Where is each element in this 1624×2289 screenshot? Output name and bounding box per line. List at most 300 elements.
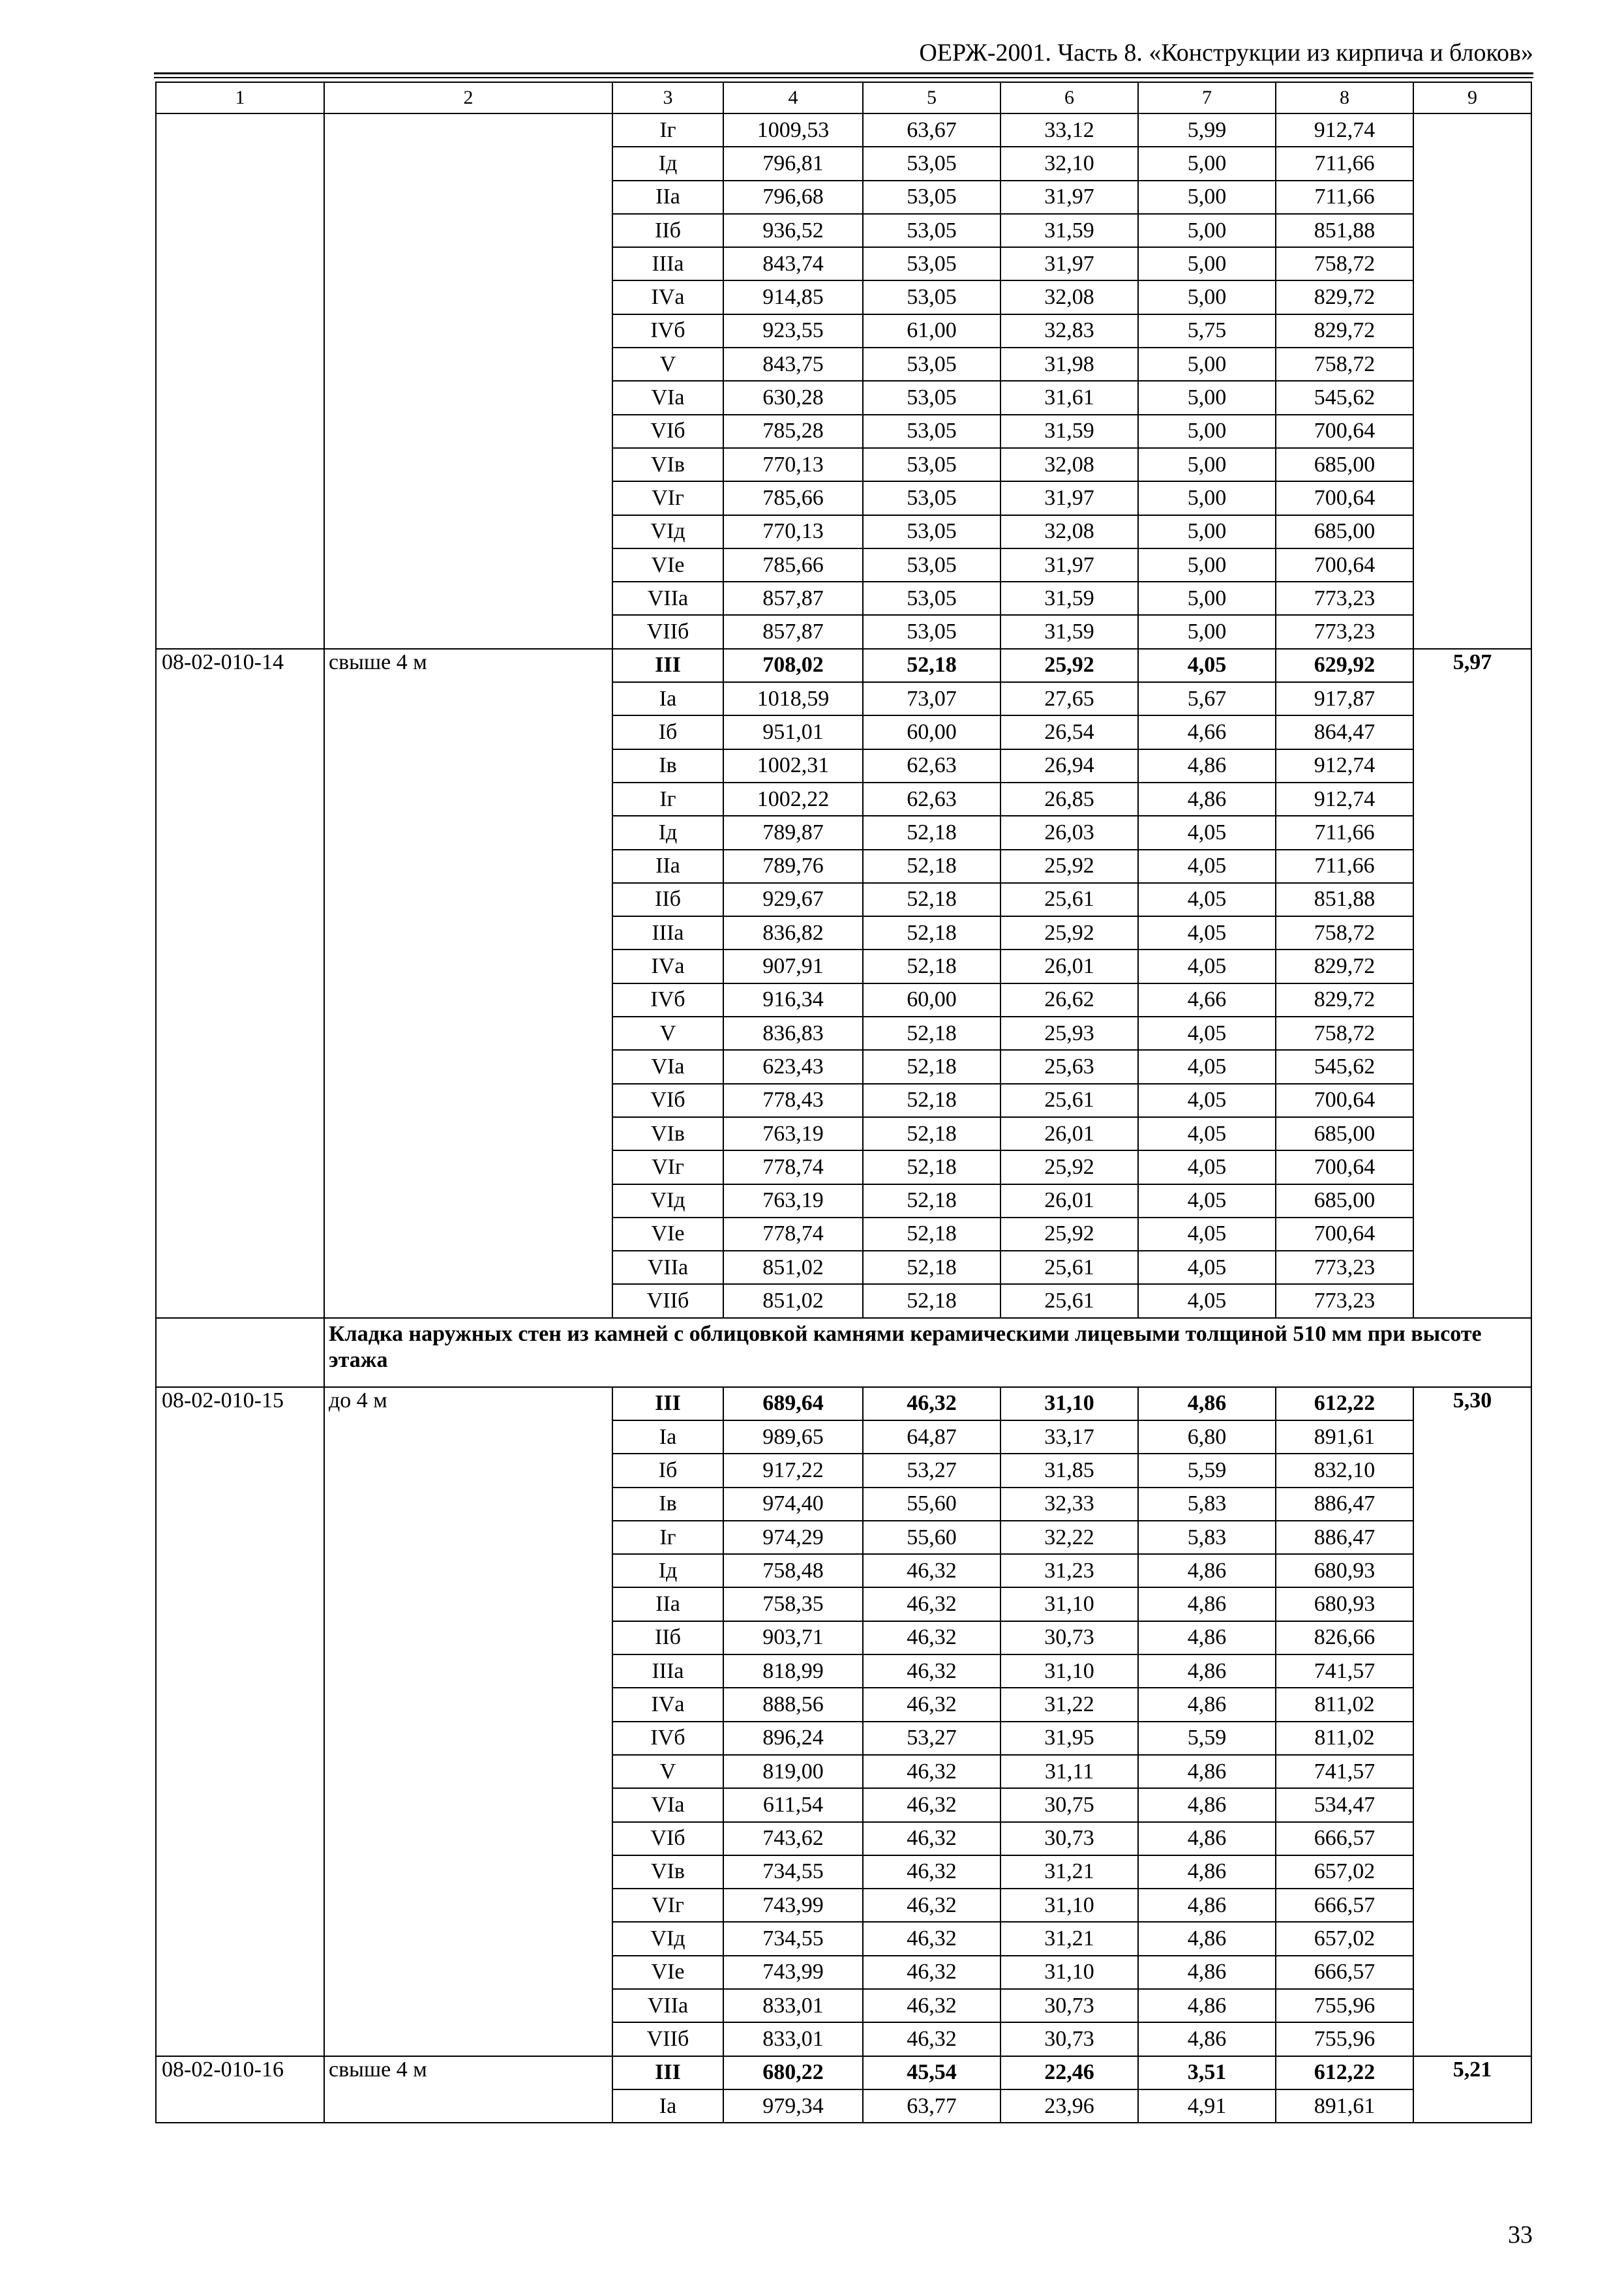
value-cell: 46,32 <box>863 1554 1000 1587</box>
rate-code <box>156 2089 324 2123</box>
rate-name <box>324 1454 612 1487</box>
value-cell: 796,81 <box>723 147 863 180</box>
value-cell: 32,83 <box>1000 314 1138 348</box>
zone-label: Iа <box>612 1420 723 1454</box>
rate-code <box>156 1150 324 1184</box>
value-cell: 5,00 <box>1138 415 1276 448</box>
coefficient <box>1413 515 1531 548</box>
table-row <box>156 147 1531 180</box>
value-cell: 700,64 <box>1276 1218 1413 1251</box>
rate-code: 08-02-010-15 <box>156 1387 324 1420</box>
value-cell: 929,67 <box>723 883 863 916</box>
value-cell: 763,19 <box>723 1184 863 1218</box>
value-cell: 52,18 <box>863 950 1000 983</box>
value-cell: 33,12 <box>1000 113 1138 147</box>
rate-name <box>324 1755 612 1788</box>
value-cell: 903,71 <box>723 1621 863 1654</box>
coefficient <box>1413 1688 1531 1721</box>
value-cell: 743,99 <box>723 1956 863 1989</box>
value-cell: 833,01 <box>723 2022 863 2056</box>
coefficient <box>1413 582 1531 615</box>
zone-label: VIв <box>612 448 723 481</box>
value-cell: 46,32 <box>863 1788 1000 1821</box>
table-row <box>156 715 1531 749</box>
value-cell: 4,86 <box>1138 1387 1276 1420</box>
value-cell: 758,72 <box>1276 916 1413 950</box>
zone-label: Iг <box>612 1521 723 1554</box>
rate-code <box>156 1420 324 1454</box>
table-row <box>156 582 1531 615</box>
rate-name <box>324 1488 612 1521</box>
table-row <box>156 1454 1531 1487</box>
zone-label: VIб <box>612 415 723 448</box>
value-cell: 31,10 <box>1000 1587 1138 1621</box>
header-rule-thin <box>154 77 1533 78</box>
rate-code <box>156 415 324 448</box>
value-cell: 657,02 <box>1276 1922 1413 1955</box>
value-cell: 32,33 <box>1000 1488 1138 1521</box>
value-cell: 888,56 <box>723 1688 863 1721</box>
zone-label: VIг <box>612 1889 723 1922</box>
value-cell: 4,05 <box>1138 1284 1276 1317</box>
value-cell: 53,27 <box>863 1722 1000 1755</box>
value-cell: 741,57 <box>1276 1654 1413 1688</box>
coefficient <box>1413 214 1531 247</box>
rate-code <box>156 682 324 715</box>
value-cell: 62,63 <box>863 749 1000 783</box>
zone-label: IIб <box>612 883 723 916</box>
value-cell: 52,18 <box>863 1251 1000 1284</box>
value-cell: 4,86 <box>1138 1554 1276 1587</box>
value-cell: 31,59 <box>1000 214 1138 247</box>
coefficient <box>1413 2022 1531 2056</box>
value-cell: 886,47 <box>1276 1488 1413 1521</box>
table-row <box>156 1050 1531 1083</box>
coefficient <box>1413 314 1531 348</box>
value-cell: 46,32 <box>863 1822 1000 1855</box>
coefficient <box>1413 181 1531 214</box>
rate-code <box>156 1722 324 1755</box>
value-cell: 829,72 <box>1276 280 1413 314</box>
value-cell: 4,05 <box>1138 1017 1276 1050</box>
value-cell: 4,86 <box>1138 1822 1276 1855</box>
table-row <box>156 1150 1531 1184</box>
column-number: 8 <box>1276 82 1413 113</box>
value-cell: 5,67 <box>1138 682 1276 715</box>
column-number: 4 <box>723 82 863 113</box>
zone-label: V <box>612 348 723 381</box>
value-cell: 741,57 <box>1276 1755 1413 1788</box>
table-row <box>156 113 1531 147</box>
table-row <box>156 850 1531 883</box>
rate-name <box>324 916 612 950</box>
coefficient <box>1413 1284 1531 1317</box>
value-cell: 31,59 <box>1000 415 1138 448</box>
value-cell: 3,51 <box>1138 2056 1276 2089</box>
rate-code <box>156 1889 324 1922</box>
rate-name <box>324 1889 612 1922</box>
rate-code <box>156 883 324 916</box>
value-cell: 916,34 <box>723 983 863 1017</box>
zone-label: Iд <box>612 816 723 849</box>
value-cell: 63,67 <box>863 113 1000 147</box>
rate-code <box>156 1855 324 1889</box>
coefficient <box>1413 1922 1531 1955</box>
value-cell: 31,97 <box>1000 181 1138 214</box>
rate-name <box>324 1084 612 1117</box>
value-cell: 4,05 <box>1138 816 1276 849</box>
value-cell: 796,68 <box>723 181 863 214</box>
rate-code <box>156 2022 324 2056</box>
value-cell: 758,35 <box>723 1587 863 1621</box>
value-cell: 666,57 <box>1276 1956 1413 1989</box>
table-row <box>156 1554 1531 1587</box>
value-cell: 25,92 <box>1000 1218 1138 1251</box>
value-cell: 5,00 <box>1138 247 1276 280</box>
coefficient <box>1413 415 1531 448</box>
zone-label: V <box>612 1017 723 1050</box>
rate-code <box>156 1822 324 1855</box>
zone-label: IVа <box>612 1688 723 1721</box>
coefficient <box>1413 448 1531 481</box>
value-cell: 836,83 <box>723 1017 863 1050</box>
coefficient <box>1413 816 1531 849</box>
coefficient <box>1413 1956 1531 1989</box>
zone-label: VIг <box>612 1150 723 1184</box>
value-cell: 5,00 <box>1138 448 1276 481</box>
value-cell: 912,74 <box>1276 783 1413 816</box>
zone-label: Iд <box>612 1554 723 1587</box>
value-cell: 27,65 <box>1000 682 1138 715</box>
value-cell: 26,03 <box>1000 816 1138 849</box>
value-cell: 46,32 <box>863 1855 1000 1889</box>
rate-code <box>156 1017 324 1050</box>
coefficient <box>1413 1218 1531 1251</box>
value-cell: 545,62 <box>1276 381 1413 414</box>
table-row <box>156 1855 1531 1889</box>
rate-code <box>156 1184 324 1218</box>
rate-name <box>324 1251 612 1284</box>
coefficient <box>1413 883 1531 916</box>
value-cell: 4,05 <box>1138 649 1276 682</box>
value-cell: 4,05 <box>1138 1218 1276 1251</box>
coefficient <box>1413 615 1531 648</box>
value-cell: 4,05 <box>1138 1084 1276 1117</box>
value-cell: 52,18 <box>863 649 1000 682</box>
rate-code <box>156 348 324 381</box>
value-cell: 545,62 <box>1276 1050 1413 1083</box>
value-cell: 25,61 <box>1000 883 1138 916</box>
rate-name <box>324 1989 612 2022</box>
value-cell: 785,66 <box>723 481 863 515</box>
rate-name <box>324 2089 612 2123</box>
value-cell: 52,18 <box>863 1284 1000 1317</box>
value-cell: 53,05 <box>863 481 1000 515</box>
zone-label: IIа <box>612 850 723 883</box>
value-cell: 33,17 <box>1000 1420 1138 1454</box>
value-cell: 5,00 <box>1138 615 1276 648</box>
value-cell: 31,11 <box>1000 1755 1138 1788</box>
zone-label: VIа <box>612 1050 723 1083</box>
value-cell: 4,91 <box>1138 2089 1276 2123</box>
value-cell: 680,93 <box>1276 1554 1413 1587</box>
value-cell: 612,22 <box>1276 1387 1413 1420</box>
coefficient <box>1413 1654 1531 1688</box>
coefficient <box>1413 1755 1531 1788</box>
rate-name <box>324 615 612 648</box>
value-cell: 60,00 <box>863 715 1000 749</box>
coefficient <box>1413 1084 1531 1117</box>
table-row <box>156 1889 1531 1922</box>
value-cell: 857,87 <box>723 582 863 615</box>
value-cell: 851,88 <box>1276 883 1413 916</box>
column-number: 7 <box>1138 82 1276 113</box>
value-cell: 25,63 <box>1000 1050 1138 1083</box>
value-cell: 936,52 <box>723 214 863 247</box>
value-cell: 923,55 <box>723 314 863 348</box>
rate-name <box>324 1621 612 1654</box>
value-cell: 734,55 <box>723 1855 863 1889</box>
coefficient <box>1413 381 1531 414</box>
column-number: 3 <box>612 82 723 113</box>
value-cell: 680,22 <box>723 2056 863 2089</box>
value-cell: 31,97 <box>1000 548 1138 582</box>
coefficient <box>1413 1488 1531 1521</box>
coefficient <box>1413 113 1531 147</box>
value-cell: 53,05 <box>863 381 1000 414</box>
rate-code <box>156 515 324 548</box>
table-row <box>156 1251 1531 1284</box>
rate-name <box>324 1855 612 1889</box>
rate-code <box>156 1755 324 1788</box>
column-number: 2 <box>324 82 612 113</box>
value-cell: 53,05 <box>863 247 1000 280</box>
value-cell: 5,00 <box>1138 548 1276 582</box>
coefficient <box>1413 1521 1531 1554</box>
coefficient <box>1413 850 1531 883</box>
table-row <box>156 348 1531 381</box>
value-cell: 52,18 <box>863 1218 1000 1251</box>
zone-label: VIв <box>612 1117 723 1150</box>
value-cell: 31,10 <box>1000 1387 1138 1420</box>
value-cell: 5,00 <box>1138 280 1276 314</box>
table-row <box>156 1218 1531 1251</box>
table-row <box>156 1989 1531 2022</box>
value-cell: 743,99 <box>723 1889 863 1922</box>
rate-name <box>324 682 612 715</box>
value-cell: 52,18 <box>863 1017 1000 1050</box>
value-cell: 26,94 <box>1000 749 1138 783</box>
zone-label: V <box>612 1755 723 1788</box>
coefficient <box>1413 950 1531 983</box>
zone-label: IVб <box>612 983 723 1017</box>
value-cell: 52,18 <box>863 1050 1000 1083</box>
value-cell: 629,92 <box>1276 649 1413 682</box>
value-cell: 708,02 <box>723 649 863 682</box>
zone-label: VIIа <box>612 582 723 615</box>
value-cell: 974,29 <box>723 1521 863 1554</box>
value-cell: 46,32 <box>863 1654 1000 1688</box>
rate-name <box>324 1050 612 1083</box>
value-cell: 31,98 <box>1000 348 1138 381</box>
value-cell: 52,18 <box>863 883 1000 916</box>
value-cell: 4,86 <box>1138 2022 1276 2056</box>
value-cell: 31,95 <box>1000 1722 1138 1755</box>
table-row <box>156 214 1531 247</box>
table-row <box>156 2089 1531 2123</box>
value-cell: 974,40 <box>723 1488 863 1521</box>
value-cell: 31,85 <box>1000 1454 1138 1487</box>
table-row <box>156 481 1531 515</box>
rate-code <box>156 1488 324 1521</box>
value-cell: 26,54 <box>1000 715 1138 749</box>
value-cell: 832,10 <box>1276 1454 1413 1487</box>
rate-code <box>156 582 324 615</box>
rate-name <box>324 1554 612 1587</box>
value-cell: 534,47 <box>1276 1788 1413 1821</box>
rate-code <box>156 1554 324 1587</box>
value-cell: 25,92 <box>1000 850 1138 883</box>
value-cell: 46,32 <box>863 1922 1000 1955</box>
value-cell: 5,00 <box>1138 348 1276 381</box>
table-row <box>156 1755 1531 1788</box>
coefficient <box>1413 1822 1531 1855</box>
value-cell: 5,00 <box>1138 147 1276 180</box>
value-cell: 4,86 <box>1138 1956 1276 1989</box>
section-spacer <box>156 1318 324 1387</box>
rate-code <box>156 147 324 180</box>
rate-name <box>324 1184 612 1218</box>
coefficient: 5,30 <box>1413 1387 1531 1420</box>
zone-label: VIе <box>612 1956 723 1989</box>
zone-label: Iг <box>612 113 723 147</box>
table-row <box>156 649 1531 682</box>
table-row <box>156 415 1531 448</box>
coefficient <box>1413 548 1531 582</box>
rate-name <box>324 1922 612 1955</box>
table-row <box>156 548 1531 582</box>
value-cell: 5,00 <box>1138 381 1276 414</box>
value-cell: 857,87 <box>723 615 863 648</box>
value-cell: 4,05 <box>1138 1117 1276 1150</box>
value-cell: 711,66 <box>1276 850 1413 883</box>
value-cell: 623,43 <box>723 1050 863 1083</box>
value-cell: 4,86 <box>1138 1889 1276 1922</box>
zone-label: VIв <box>612 1855 723 1889</box>
rate-name <box>324 415 612 448</box>
coefficient <box>1413 348 1531 381</box>
value-cell: 4,86 <box>1138 1621 1276 1654</box>
value-cell: 1009,53 <box>723 113 863 147</box>
value-cell: 30,73 <box>1000 2022 1138 2056</box>
coefficient <box>1413 1420 1531 1454</box>
zone-label: VIб <box>612 1822 723 1855</box>
rate-code <box>156 816 324 849</box>
rate-code <box>156 481 324 515</box>
zone-label: VIе <box>612 1218 723 1251</box>
rate-name <box>324 1420 612 1454</box>
table-row <box>156 783 1531 816</box>
rate-code <box>156 1284 324 1317</box>
value-cell: 5,00 <box>1138 214 1276 247</box>
rate-name <box>324 1654 612 1688</box>
coefficient <box>1413 1587 1531 1621</box>
value-cell: 30,75 <box>1000 1788 1138 1821</box>
value-cell: 31,21 <box>1000 1922 1138 1955</box>
table-row <box>156 280 1531 314</box>
value-cell: 843,74 <box>723 247 863 280</box>
value-cell: 31,22 <box>1000 1688 1138 1721</box>
zone-label: VIа <box>612 1788 723 1821</box>
value-cell: 25,93 <box>1000 1017 1138 1050</box>
table-row <box>156 1521 1531 1554</box>
value-cell: 53,05 <box>863 582 1000 615</box>
value-cell: 758,72 <box>1276 348 1413 381</box>
zone-label: IVб <box>612 1722 723 1755</box>
rate-code <box>156 181 324 214</box>
coefficient <box>1413 1184 1531 1218</box>
rate-name <box>324 1956 612 1989</box>
value-cell: 666,57 <box>1276 1889 1413 1922</box>
table-row <box>156 883 1531 916</box>
value-cell: 46,32 <box>863 1688 1000 1721</box>
rate-code <box>156 1587 324 1621</box>
value-cell: 912,74 <box>1276 113 1413 147</box>
value-cell: 843,75 <box>723 348 863 381</box>
table-row <box>156 1117 1531 1150</box>
table-row <box>156 1284 1531 1317</box>
rate-name <box>324 481 612 515</box>
value-cell: 4,66 <box>1138 983 1276 1017</box>
value-cell: 755,96 <box>1276 1989 1413 2022</box>
value-cell: 4,05 <box>1138 1184 1276 1218</box>
value-cell: 851,02 <box>723 1284 863 1317</box>
value-cell: 829,72 <box>1276 950 1413 983</box>
rate-code <box>156 314 324 348</box>
value-cell: 819,00 <box>723 1755 863 1788</box>
value-cell: 778,74 <box>723 1218 863 1251</box>
value-cell: 46,32 <box>863 1587 1000 1621</box>
value-cell: 4,86 <box>1138 1755 1276 1788</box>
rate-name <box>324 1587 612 1621</box>
rate-code <box>156 1050 324 1083</box>
value-cell: 45,54 <box>863 2056 1000 2089</box>
value-cell: 773,23 <box>1276 1251 1413 1284</box>
coefficient <box>1413 1722 1531 1755</box>
table-row <box>156 816 1531 849</box>
zone-label: IVа <box>612 950 723 983</box>
value-cell: 770,13 <box>723 515 863 548</box>
table-row <box>156 181 1531 214</box>
zone-label: Iа <box>612 682 723 715</box>
value-cell: 4,05 <box>1138 916 1276 950</box>
rate-code <box>156 850 324 883</box>
rate-code <box>156 1922 324 1955</box>
value-cell: 53,05 <box>863 448 1000 481</box>
value-cell: 700,64 <box>1276 548 1413 582</box>
value-cell: 833,01 <box>723 1989 863 2022</box>
value-cell: 46,32 <box>863 1889 1000 1922</box>
table-row <box>156 916 1531 950</box>
rate-name <box>324 280 612 314</box>
value-cell: 4,86 <box>1138 783 1276 816</box>
value-cell: 4,05 <box>1138 1251 1276 1284</box>
value-cell: 5,00 <box>1138 181 1276 214</box>
zone-label: VIIб <box>612 1284 723 1317</box>
coefficient <box>1413 682 1531 715</box>
value-cell: 657,02 <box>1276 1855 1413 1889</box>
rate-code <box>156 280 324 314</box>
